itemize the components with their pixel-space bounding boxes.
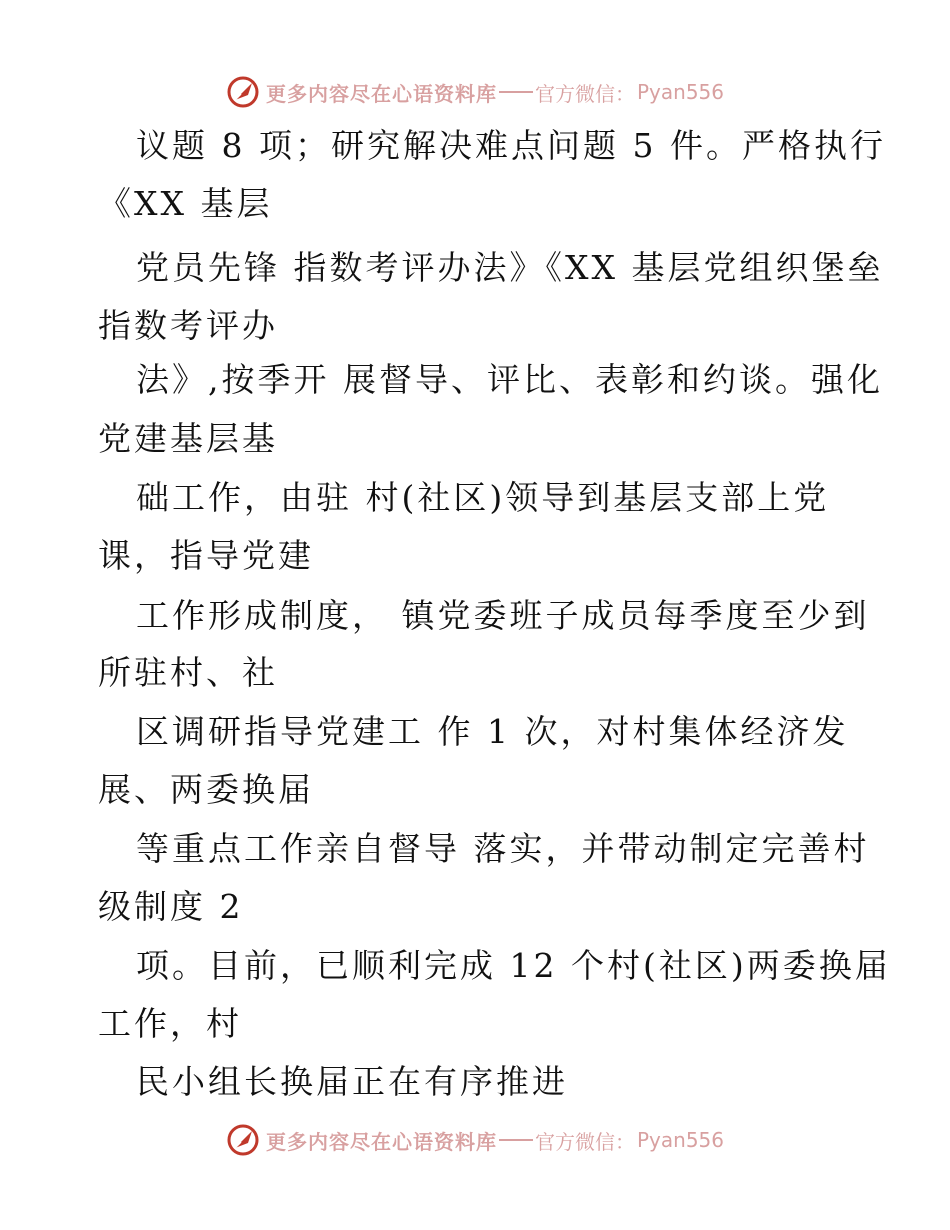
banner-main-text: 更多内容尽在心语资料库 <box>265 81 497 106</box>
banner-dash-divider <box>499 91 533 93</box>
text-line: 《XX 基层 <box>98 184 273 223</box>
text-line: 级制度 2 <box>98 887 244 926</box>
text-line: 工作形成制度， 镇党委班子成员每季度至少到 <box>136 596 870 635</box>
banner-wechat-id: Pyan556 <box>636 1128 724 1152</box>
quill-logo-icon <box>226 75 260 109</box>
text-line: 所驻村、社 <box>98 653 278 692</box>
quill-logo-icon <box>226 1123 260 1157</box>
text-line: 区调研指导党建工 作 1 次，对村集体经济发 <box>136 712 849 751</box>
banner-main-text: 更多内容尽在心语资料库 <box>265 1129 497 1154</box>
text-line: 党建基层基 <box>98 419 278 458</box>
text-line: 法》,按季开 展督导、评比、表彰和约谈。强化 <box>136 360 883 399</box>
text-line: 工作，村 <box>98 1004 242 1043</box>
text-line: 指数考评办 <box>98 306 278 345</box>
text-line: 础工作，由驻 村(社区)领导到基层支部上党 <box>136 478 830 517</box>
header-banner <box>0 72 950 112</box>
banner-official-label: 官方微信： <box>534 81 635 106</box>
text-line: 项。目前，已顺利完成 12 个村(社区)两委换届 <box>136 946 891 985</box>
text-line: 议题 8 项；研究解决难点问题 5 件。严格执行 <box>136 126 886 165</box>
text-line: 民小组长换届正在有序推进 <box>136 1062 568 1101</box>
text-line: 课，指导党建 <box>98 536 314 575</box>
text-line: 展、两委换届 <box>98 770 314 809</box>
footer-banner <box>0 1120 950 1160</box>
text-line: 党员先锋 指数考评办法》《XX 基层党组织堡垒 <box>136 248 884 287</box>
banner-wechat-id: Pyan556 <box>636 80 724 104</box>
banner-official-label: 官方微信： <box>534 1129 635 1154</box>
text-line: 等重点工作亲自督导 落实，并带动制定完善村 <box>136 829 870 868</box>
banner-dash-divider <box>499 1139 533 1141</box>
